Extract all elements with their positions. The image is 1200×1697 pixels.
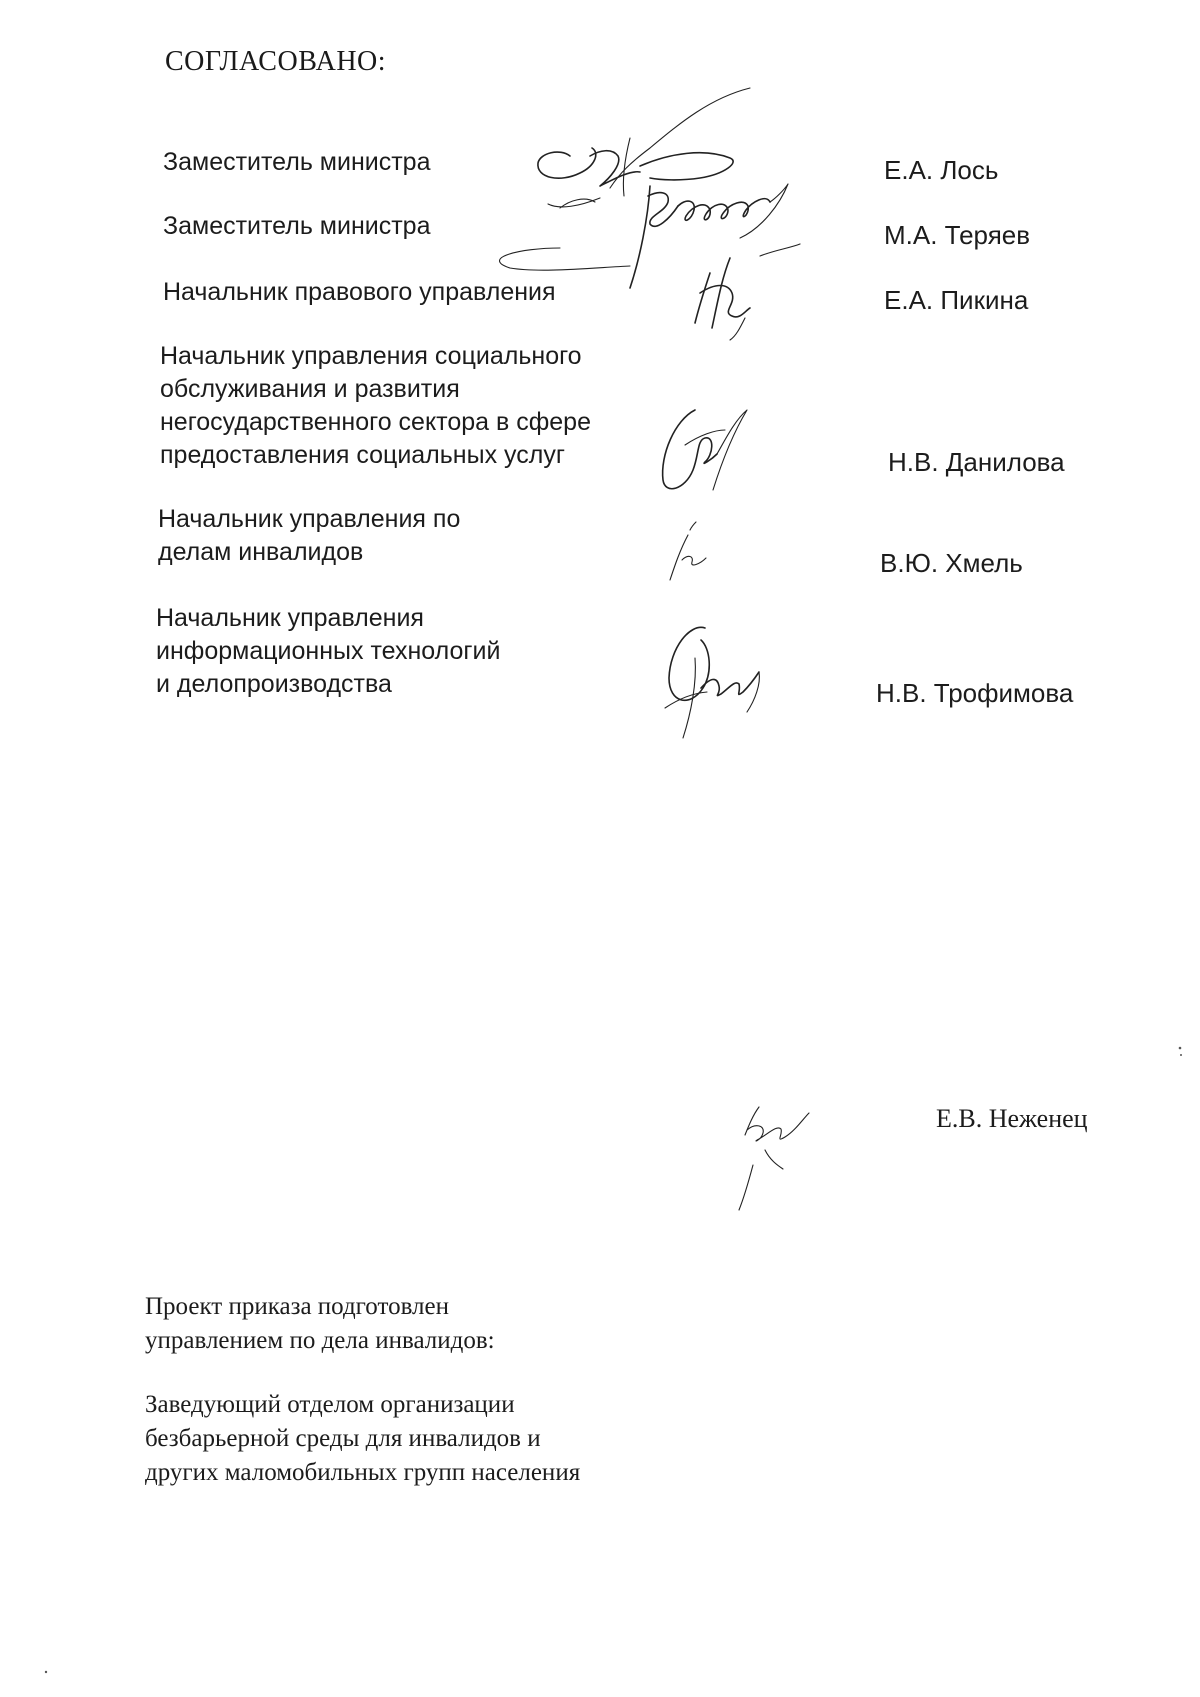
approval-name-3: Е.А. Пикина <box>884 285 1029 315</box>
role-line: негосударственного сектора в сфере <box>160 408 591 436</box>
role-line: Начальник правового управления <box>163 278 556 306</box>
role-line: предоставления социальных услуг <box>160 441 565 469</box>
approval-name-1: Е.А. Лось <box>884 155 999 185</box>
prepared-name: Е.В. Неженец <box>936 1104 1088 1133</box>
approval-name-2: М.А. Теряев <box>884 220 1031 250</box>
prepared-role-line: других маломобильных групп населения <box>145 1459 581 1486</box>
role-line: Заместитель министра <box>163 212 431 240</box>
role-line: Начальник управления <box>156 604 424 632</box>
prepared-role-line: безбарьерной среды для инвалидов и <box>145 1425 541 1452</box>
prepared-line: управлением по дела инвалидов: <box>145 1327 495 1354</box>
role-line: Начальник управления социального <box>160 342 582 370</box>
approval-name-6: Н.В. Трофимова <box>876 678 1074 708</box>
role-line: обслуживания и развития <box>160 375 460 403</box>
role-line: Заместитель министра <box>163 148 431 176</box>
prepared-line: Проект приказа подготовлен <box>145 1293 449 1320</box>
approval-name-4: Н.В. Данилова <box>888 447 1065 477</box>
role-line: информационных технологий <box>156 637 501 665</box>
approval-heading: СОГЛАСОВАНО: <box>165 46 387 77</box>
role-line: делам инвалидов <box>158 538 364 566</box>
approval-name-5: В.Ю. Хмель <box>880 548 1023 578</box>
role-line: Начальник управления по <box>158 505 461 533</box>
role-line: и делопроизводства <box>156 670 392 698</box>
prepared-role-line: Заведующий отделом организации <box>145 1391 515 1418</box>
